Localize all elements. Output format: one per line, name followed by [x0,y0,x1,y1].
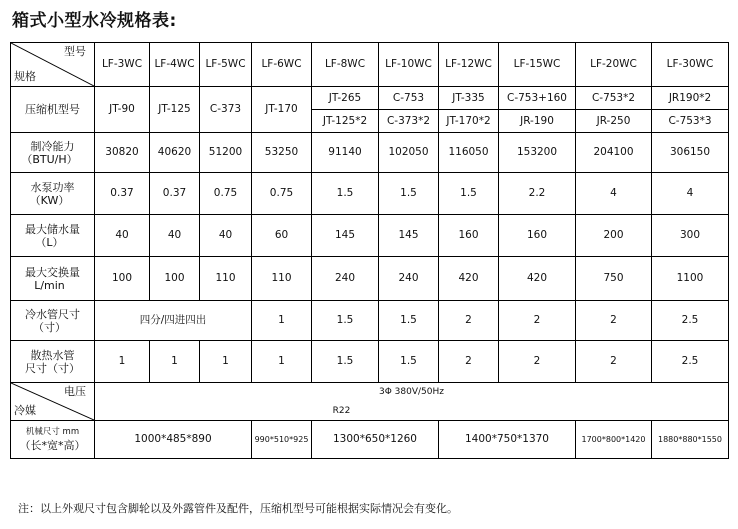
row-label [11,133,95,173]
compressor-alt: JR-190 [520,115,554,127]
table-cell: 240 [312,257,379,301]
table-cell: 60 [252,215,312,257]
table-cell: 200 [576,215,652,257]
spec-table [10,42,729,459]
table-cell: 990*510*925 [252,421,312,459]
table-cell-merged: 1300*650*1260 [312,421,439,459]
compressor-primary: C-753 [379,87,438,110]
table-cell: 204100 [576,133,652,173]
table-cell: 306150 [652,133,729,173]
table-cell [379,87,439,133]
table-cell: 0.75 [252,173,312,215]
compressor-primary: JT-265 [312,87,378,110]
heat-pipe-row [11,341,729,383]
compressor-primary: C-753+160 [499,87,575,110]
table-cell-merged: 1000*485*890 [95,421,252,459]
table-cell: 2.2 [499,173,576,215]
compressor-primary: JT-335 [439,87,498,110]
row-label [11,215,95,257]
table-cell: 110 [252,257,312,301]
corner-cell [11,43,95,87]
refrigerant-value: R22 [332,405,351,416]
row-label-line1: 最大交换量 [25,265,80,279]
corner-bottom-label: 规格 [14,70,36,83]
table-cell: 102050 [379,133,439,173]
corner-top-label: 型号 [64,45,86,58]
table-cell: 100 [95,257,150,301]
table-cell: 1 [252,341,312,383]
row-label-line2: （长*宽*高） [19,438,86,452]
table-cell: 1 [200,341,252,383]
table-cell [576,87,652,133]
table-cell: JT-125 [150,87,200,133]
row-label-line2: （L） [35,235,64,249]
table-cell: 160 [439,215,499,257]
table-cell: 2 [499,341,576,383]
model-header: LF-3WC [95,43,150,87]
model-header: LF-8WC [312,43,379,87]
table-cell: 2.5 [652,301,729,341]
table-cell: 145 [379,215,439,257]
table-cell: 51200 [200,133,252,173]
row-label [11,421,95,459]
table-cell: JT-170 [252,87,312,133]
table-cell: JT-90 [95,87,150,133]
row-label [11,173,95,215]
table-cell: 1.5 [379,301,439,341]
row-label-line2: （寸） [33,320,66,334]
table-cell: 1.5 [379,173,439,215]
table-cell: 91140 [312,133,379,173]
table-cell: 4 [576,173,652,215]
cooling-row [11,133,729,173]
model-header: LF-6WC [252,43,312,87]
model-header: LF-20WC [576,43,652,87]
footnote: 注：以上外观尺寸包含脚轮以及外露管件及配件，压缩机型号可能根据实际情况会有变化。 [18,502,458,515]
table-cell: C-373 [200,87,252,133]
row-label-line1: 最大储水量 [25,222,80,236]
table-cell: 0.37 [95,173,150,215]
compressor-alt: JT-170*2 [446,115,491,127]
row-label-line1: 散热水管 [30,348,75,362]
table-cell: 0.75 [200,173,252,215]
table-cell: 1.5 [312,173,379,215]
page-title: 箱式小型水冷规格表: [12,11,177,31]
compressor-row [11,87,729,133]
table-cell: 2 [576,341,652,383]
power-row [11,383,729,421]
model-header: LF-4WC [150,43,200,87]
table-cell: 1.5 [439,173,499,215]
voltage-label: 电压 [64,385,86,398]
header-row [11,43,729,87]
table-cell: 0.37 [150,173,200,215]
voltage-value: 3Φ 380V/50Hz [379,386,444,397]
refrigerant-label: 冷媒 [14,404,36,417]
row-label: 压缩机型号 [11,87,95,133]
table-cell: 40 [200,215,252,257]
dimensions-row [11,421,729,459]
table-cell: 40620 [150,133,200,173]
model-header: LF-12WC [439,43,499,87]
table-cell: 1.5 [312,301,379,341]
table-cell: 2 [439,301,499,341]
table-cell: 40 [150,215,200,257]
table-cell-merged: 1400*750*1370 [439,421,576,459]
table-cell [312,87,379,133]
table-cell: 420 [439,257,499,301]
table-cell: 4 [652,173,729,215]
compressor-alt: JR-250 [596,115,631,127]
table-cell: 160 [499,215,576,257]
pump-row [11,173,729,215]
table-cell: 1100 [652,257,729,301]
table-cell [499,87,576,133]
table-cell: 1880*880*1550 [652,421,729,459]
compressor-alt: C-753*3 [668,115,712,127]
table-cell: 1 [252,301,312,341]
table-cell: 1 [95,341,150,383]
table-cell: 240 [379,257,439,301]
table-cell: 53250 [252,133,312,173]
row-label-line1: 机械尺寸 mm [25,426,80,437]
table-cell-merged: 四分/四进四出 [95,301,252,341]
row-label-line2: （KW） [29,193,70,207]
power-label-cell [11,383,95,421]
model-header: LF-15WC [499,43,576,87]
row-label-line2: L/min [34,278,65,292]
model-header: LF-10WC [379,43,439,87]
row-label-line2: （BTU/H） [21,152,78,166]
storage-row [11,215,729,257]
compressor-alt: C-373*2 [386,115,431,127]
compressor-alt: JT-125*2 [322,115,368,127]
table-cell: 420 [499,257,576,301]
compressor-primary: C-753*2 [576,87,651,110]
table-cell [439,87,499,133]
pipe-row [11,301,729,341]
table-cell: 2 [439,341,499,383]
table-cell: 40 [95,215,150,257]
table-cell: 153200 [499,133,576,173]
table-cell: 750 [576,257,652,301]
table-cell: 2.5 [652,341,729,383]
table-cell: 2 [499,301,576,341]
row-label-line2: 尺寸（寸） [25,361,80,375]
model-header: LF-5WC [200,43,252,87]
row-label-line1: 水泵功率 [30,180,75,194]
table-cell: 1.5 [312,341,379,383]
model-header: LF-30WC [652,43,729,87]
table-cell: 1 [150,341,200,383]
power-cell [95,383,729,421]
table-cell: 1.5 [379,341,439,383]
table-cell: 116050 [439,133,499,173]
exchange-row [11,257,729,301]
table-cell: 100 [150,257,200,301]
table-cell [652,87,729,133]
compressor-primary: JR190*2 [652,87,728,110]
table-cell: 2 [576,301,652,341]
row-label [11,301,95,341]
table-cell: 110 [200,257,252,301]
row-label-line1: 制冷能力 [30,139,75,153]
table-cell: 30820 [95,133,150,173]
row-label-line1: 冷水管尺寸 [25,307,80,321]
table-cell: 145 [312,215,379,257]
table-cell: 1700*800*1420 [576,421,652,459]
table-cell: 300 [652,215,729,257]
row-label [11,257,95,301]
row-label [11,341,95,383]
